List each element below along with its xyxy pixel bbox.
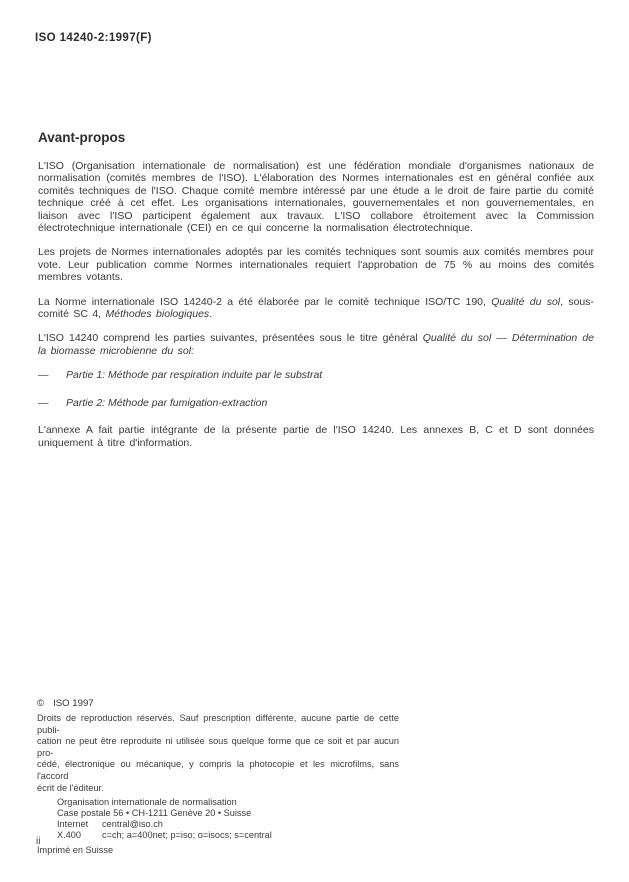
foreword-paragraph-3 (38, 296, 594, 321)
x400-contact-row (57, 830, 399, 841)
publisher-postal-address: Case postale 56 • CH-1211 Genève 20 • Suisse (57, 807, 252, 818)
paragraph-3-text: , sous-comité SC 4, (38, 295, 594, 321)
paragraph-4-text: L'ISO 14240 comprend les parties suivantes, présentées sous le titre général (38, 332, 423, 345)
paragraph-3-text: . (209, 308, 213, 321)
page-number: ii (36, 836, 41, 847)
foreword-title: Avant-propos (38, 130, 126, 145)
copyright-footer (37, 698, 399, 856)
list-item-text: Partie 2: Méthode par fumigation-extraction (66, 396, 268, 409)
publisher-name: Organisation internationale de normalisation (57, 797, 237, 808)
internet-email: central@iso.ch (102, 818, 163, 829)
list-item-text: Partie 1: Méthode par respiration induite par le substrat (66, 369, 323, 382)
paragraph-3-italic-title: Qualité du sol (491, 295, 561, 308)
paragraph-3-italic-subcommittee: Méthodes biologiques (105, 308, 210, 321)
rights-line: Droits de reproduction réservés. Sauf prescription différente, aucune partie de cette publi- (37, 713, 399, 735)
printed-in-notice: Imprimé en Suisse (37, 845, 114, 856)
foreword-section (38, 130, 594, 461)
copyright-icon: © (37, 698, 45, 709)
dash-icon: — (38, 396, 49, 409)
dash-icon: — (38, 369, 49, 382)
internet-contact-row (57, 819, 399, 830)
rights-line: écrit de l'éditeur. (37, 782, 104, 793)
rights-line: cation ne peut être reproduite ni utilisée sous quelque forme que ce soit et par aucun pro- (37, 736, 399, 758)
rights-line: cédé, électronique ou mécanique, y compris la photocopie et les microfilms, sans l'accord (37, 759, 399, 781)
list-item-part-1 (38, 369, 594, 381)
foreword-paragraph-2: Les projets de Normes internationales adoptés par les comités techniques sont soumis aux comités membres pour vote. Leur publication comme Normes internationales requiert l'approbation de 75 % au moins des comités membres votants. (38, 246, 594, 284)
copyright-line (37, 698, 399, 709)
header-reference: ISO 14240-2:1997(F) (35, 32, 152, 44)
x400-address: c=ch; a=400net; p=iso; o=isocs; s=central (102, 829, 272, 840)
list-item-part-2 (38, 397, 594, 409)
publisher-address-block (57, 797, 399, 840)
x400-label: X.400 (57, 829, 82, 840)
foreword-paragraph-4 (38, 332, 594, 357)
foreword-paragraph-5: L'annexe A fait partie intégrante de la présente partie de l'ISO 14240. Les annexes B, C et D sont données uniquement à titre d'information. (38, 424, 594, 449)
internet-label: Internet (57, 818, 89, 829)
paragraph-3-text: La Norme internationale ISO 14240-2 a été élaborée par le comité technique ISO/TC 190, (38, 295, 492, 308)
copyright-text: ISO 1997 (53, 698, 94, 709)
paragraph-4-italic-general-title: Qualité du sol — Détermination de la biomasse microbienne du sol: (38, 332, 594, 357)
foreword-paragraph-1: L'ISO (Organisation internationale de normalisation) est une fédération mondiale d'organismes nationaux de normalisation (comités membres de l'ISO). L'élaboration des Normes internationales est en général confiée aux comités techniques de l'ISO. Chaque comité membre intéressé par une étude a le droit de faire partie du comité technique créé à cet effet. Les organisations internationales, gouvernementales et non gouvernementales, en liaison avec l'ISO participent également aux travaux. L'ISO collabore étroitement avec la Commission électrotechnique internationale (CEI) en ce qui concerne la normalisation électrotechnique. (38, 160, 594, 235)
rights-notice (37, 713, 399, 794)
